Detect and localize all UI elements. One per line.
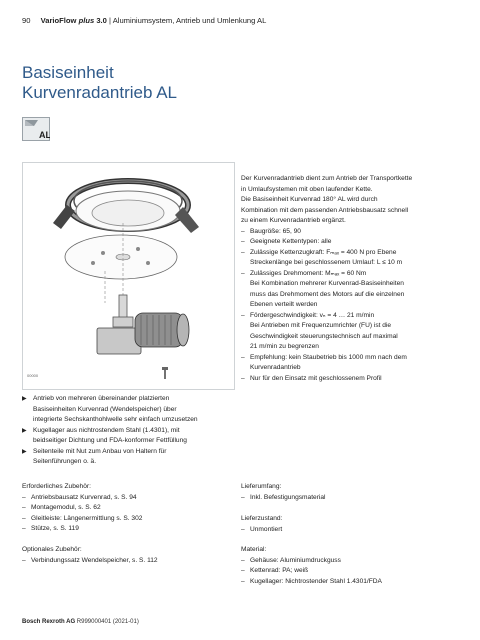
feature-bullet: ▶ Kugellager aus nichtrostendem Stahl (1.4301), mit beidseitiger Dichtung und FDA-konformer Fettfüllung <box>22 426 237 447</box>
feature-bullet: ▶ Antrieb von mehreren übereinander platzierten Basiseinheiten Kurvenrad (Wendelspeicher) über integrierte Sechskanthohlwelle sehr einfach umzusetzen <box>22 394 237 426</box>
material-heading: Material: <box>241 546 267 553</box>
material-item: – Kugellager: Nichtrostender Stahl 1.4301/FDA <box>241 577 461 588</box>
delivery-item: – Inkl. Befestigungsmaterial <box>241 493 461 504</box>
page-header <box>22 16 266 25</box>
delivery-condition-heading: Lieferzustand: <box>241 515 283 522</box>
delivery-scope <box>241 482 461 503</box>
material-item: – Gehäuse: Aluminiumdruckguss <box>241 556 461 567</box>
spec-item: – Nur für den Einsatz mit geschlossenem Profil <box>241 374 461 385</box>
curve-wheel-drawing <box>53 181 199 379</box>
feature-bullets <box>22 394 237 468</box>
accessory-item: – Antriebsbausatz Kurvenrad, s. S. 94 <box>22 493 232 504</box>
header-separator: | <box>109 16 111 25</box>
spec-item-detail: Streckenlänge bei geschlossenem Umlauf: L ≤ 10 m <box>250 259 403 266</box>
optional-accessories-heading: Optionales Zubehör: <box>22 546 82 553</box>
badge-label: AL <box>39 130 50 140</box>
page-title <box>22 63 177 103</box>
material-info <box>241 545 461 587</box>
brand-name: VarioFlow plus 3.0 <box>40 16 107 25</box>
page-title-line2: Kurvenradantrieb AL <box>22 83 177 102</box>
feature-bullet: ▶ Seitenteile mit Nut zum Anbau von Haltern für Seitenführungen o. ä. <box>22 447 237 468</box>
condition-item: – Unmontiert <box>241 525 461 536</box>
required-accessories-heading: Erforderliches Zubehör: <box>22 483 91 490</box>
delivery-condition <box>241 514 461 535</box>
delivery-scope-heading: Lieferumfang: <box>241 483 282 490</box>
description-intro: Der Kurvenradantrieb dient zum Antrieb der Transportkette in Umlaufsystemen mit oben laufender Kette. Die Basiseinheit Kurvenrad 180° AL wird durch Kombination mit dem passenden Antriebsbausatz schnell zu einem Kurvenradantrieb ergänzt. <box>241 175 413 224</box>
spec-item-detail: muss das Drehmoment des Motors auf die einzelnen <box>250 290 405 298</box>
optional-accessories <box>22 545 232 566</box>
spec-item: – Geeignete Kettentypen: alle <box>241 237 461 248</box>
page-number: 90 <box>22 16 31 25</box>
material-item: – Kettenrad: PA; weiß <box>241 566 461 577</box>
spec-item: – Baugröße: 65, 90 <box>241 227 461 238</box>
spec-item: – Empfehlung: kein Staubetrieb bis 1000 mm nach dem <box>241 353 461 364</box>
spec-item-detail: Bei Kombination mehrerer Kurvenrad-Basiseinheiten <box>250 280 404 287</box>
spec-item-detail: Kurvenradantrieb <box>250 364 301 371</box>
spec-item-detail: Bei Antrieben mit Frequenzumrichter (FU) ist die <box>250 322 392 329</box>
footer-doc-ref: R999000401 (2021-01) <box>76 619 139 625</box>
spec-item-detail: Ebenen verteilt werden <box>250 301 318 308</box>
page-title-line1: Basiseinheit <box>22 63 114 82</box>
product-image <box>22 162 235 390</box>
figure-id: 00000 <box>27 373 39 378</box>
header-section: Aluminiumsystem, Antrieb und Umlenkung AL <box>112 16 267 25</box>
spec-item: – Fördergeschwindigkeit: vₙ = 4 … 21 m/min <box>241 311 461 322</box>
footer-company: Bosch Rexroth AG <box>22 619 76 625</box>
al-system-icon <box>22 117 50 141</box>
accessory-item: – Gleitleiste: Längenermittlung s. S. 302 <box>22 514 232 525</box>
accessory-item: – Montagemodul, s. S. 62 <box>22 503 232 514</box>
required-accessories <box>22 482 232 535</box>
accessory-item: – Verbindungssatz Wendelspeicher, s. S. 112 <box>22 556 232 567</box>
accessory-item: – Stütze, s. S. 119 <box>22 524 232 535</box>
description-block <box>241 174 461 384</box>
spec-item: – Zulässiges Drehmoment: Mₘₐₓ = 60 Nm <box>241 269 461 280</box>
spec-item: – Zulässige Kettenzugkraft: Fₘₐₓ = 400 N pro Ebene <box>241 248 461 259</box>
spec-item-detail: Geschwindigkeit steuerungstechnisch auf maximal <box>250 332 398 340</box>
page-footer <box>22 619 139 625</box>
spec-item-detail: 21 m/min zu begrenzen <box>250 343 319 350</box>
